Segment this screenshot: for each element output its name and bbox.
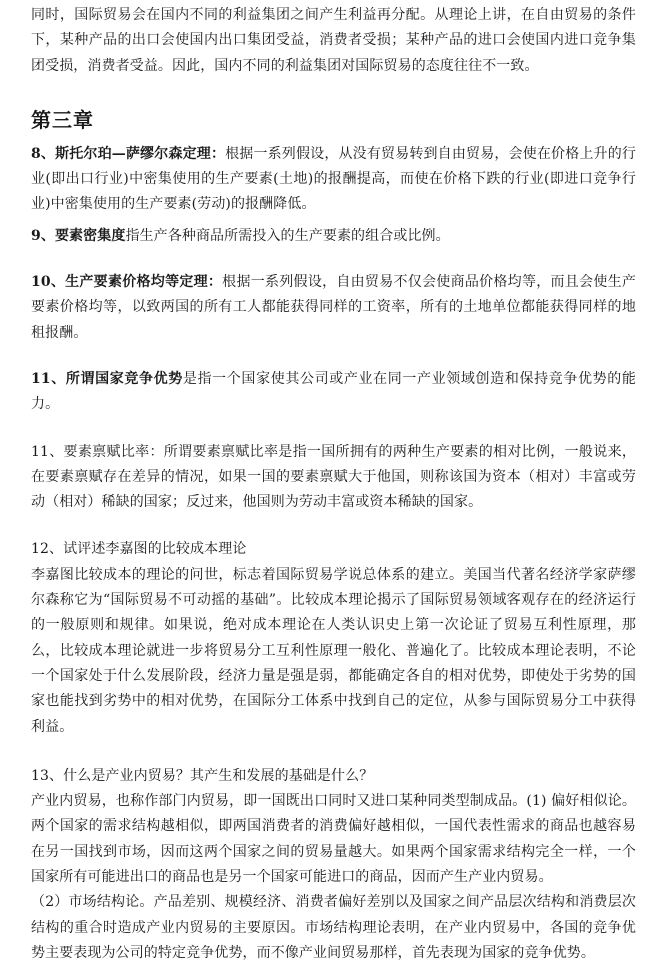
question-13-title: 13、什么是产业内贸易？其产生和发展的基础是什么？: [31, 767, 374, 784]
question-13-para-1: 产业内贸易，也称作部门内贸易，即一国既出口同时又进口某种同类型制成品。(1) 偏好相似论。两个国家的需求结构越相似，即两国消费者的消费偏好越相似，一国代表性需求的商品也越容易在另一国找到市场，因而这两个国家之间的贸易量越大。如果两个国家需求结构完全一样，一个国家所有可能进出口的商品也是另一个国家可能进口的商品，因而产生产业内贸易。: [31, 793, 636, 886]
definition-term: 11、所谓国家竞争优势: [31, 370, 183, 387]
definition-term: 9、要素密集度: [31, 227, 126, 244]
question-11-factor-ratio: 11、要素禀赋比率：所谓要素禀赋比率是指一国所拥有的两种生产要素的相对比例，一般说来，在要素禀赋存在差异的情况，如果一国的要素禀赋大于他国，则称该国为资本（相对）丰富或劳动（相对）稀缺的国家；反过来，他国则为劳动丰富或资本稀缺的国家。: [31, 443, 636, 511]
question-12-title: 12、试评述李嘉图的比较成本理论: [31, 541, 247, 558]
definition-body: 是指一个国家使其公司或产业在同一产业领域创造和保持竞争优势的能力。: [31, 370, 636, 413]
question-13-para-2: （2）市场结构论。产品差别、规模经济、消费者偏好差别以及国家之间产品层次结构和消费层次结构的重合时造成产业内贸易的主要原因。市场结构理论表明，在产业内贸易中，各国的竞争优势主要表现为公司的特定竞争优势，而不像产业间贸易那样，首先表现为国家的竞争优势。: [31, 894, 636, 961]
definition-body: 指生产各种商品所需投入的生产要素的组合或比例。: [125, 227, 450, 244]
definition-9: [31, 224, 636, 249]
definition-body: 根据一系列假设，自由贸易不仅会使商品价格均等，而且会使生产要素价格均等，以致两国的所有工人都能获得同样的工资率，所有的土地单位都能获得同样的地租报酬。: [31, 274, 636, 341]
intro-paragraph: 同时，国际贸易会在国内不同的利益集团之间产生利益再分配。从理论上讲，在自由贸易的条件下，某种产品的出口会使国内出口集团受益，消费者受损；某种产品的进口会使国内进口竞争集团受损，消费者受益。因此，国内不同的利益集团对国际贸易的态度往往不一致。: [31, 7, 636, 74]
definition-body: 根据一系列假设，从没有贸易转到自由贸易，会使在价格上升的行业(即出口行业)中密集使用的生产要素(土地)的报酬提高，而使在价格下跌的行业(即进口竞争行业)中密集使用的生产要素(劳动)的报酬降低。: [31, 145, 636, 213]
definition-8: [31, 142, 636, 218]
definition-term: 8、斯托尔珀—萨缪尔森定理：: [31, 145, 226, 162]
question-12-body: 李嘉图比较成本的理论的问世，标志着国际贸易学说总体系的建立。美国当代著名经济学家萨缪尔森称它为“国际贸易不可动摇的基础”。比较成本理论揭示了国际贸易领域客观存在的经济运行的一般原则和规律。如果说，绝对成本理论在人类认识史上第一次论证了贸易互利性原理，那么，比较成本理论就进一步将贸易分工互利性原理一般化、普遍化了。比较成本理论表明，不论一个国家处于什么发展阶段，经济力量是强是弱，都能确定各自的相对优势，即使处于劣势的国家也能找到劣势中的相对优势，在国际分工体系中找到自己的定位，从参与国际贸易分工中获得利益。: [31, 566, 636, 735]
chapter-title: 第三章: [31, 107, 94, 132]
definition-term: 10、生产要素价格均等定理：: [31, 274, 223, 291]
definition-11: [31, 367, 636, 418]
definition-10: [31, 270, 636, 346]
